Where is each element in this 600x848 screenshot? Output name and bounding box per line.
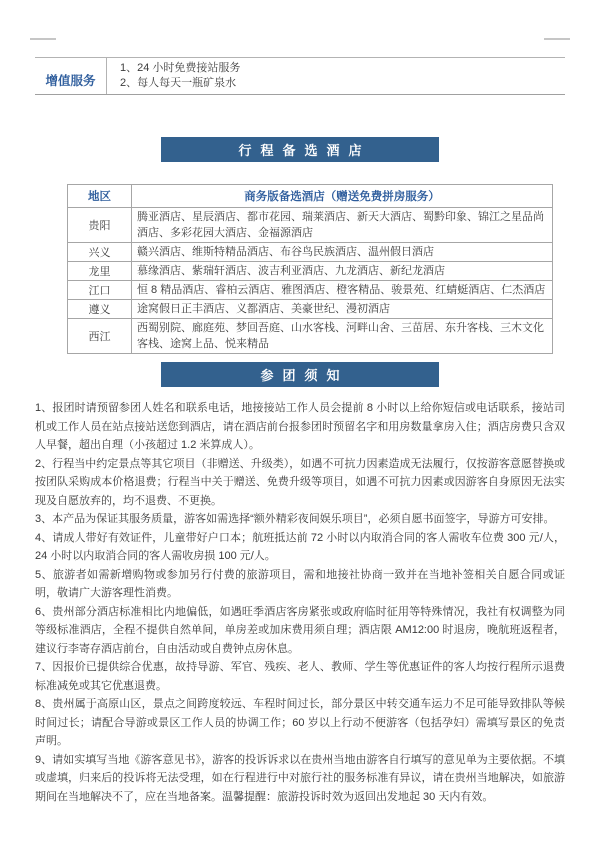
top-left-rule	[30, 38, 56, 40]
region-cell: 贵阳	[68, 208, 132, 243]
hotels-cell: 恒 8 精品酒店、睿柏云酒店、雅图酒店、橙客精品、骏景苑、红蜻蜓酒店、仁杰酒店	[132, 281, 553, 300]
hotels-cell: 腾亚酒店、星辰酒店、都市花园、瑞莱酒店、新天大酒店、蜀黔印象、锦江之星品尚酒店、多彩花园大酒店、金福源酒店	[132, 208, 553, 243]
top-right-rule	[544, 38, 570, 40]
table-row	[68, 319, 553, 354]
hotels-column-header: 商务版备选酒店（赠送免费拼房服务）	[132, 185, 553, 208]
hotel-table-body	[68, 208, 553, 354]
hotels-cell: 赣兴酒店、维斯特精品酒店、布谷鸟民族酒店、温州假日酒店	[132, 243, 553, 262]
region-cell: 江口	[68, 281, 132, 300]
notice-item: 9、请如实填写当地《游客意见书》，游客的投诉诉求以在贵州当地由游客自行填写的意见单为主要依据。不填或虚填，归来后的投诉将无法受理，如在行程进行中对旅行社的服务标准有异议，请在贵州当地解决，如旅游期间在当地解决不了，应在当地备案。温馨提醒：旅游投诉时效为返回出发地起 30 天内有效。	[35, 753, 565, 803]
hotel-table-header	[68, 185, 553, 208]
table-row	[68, 208, 553, 243]
hotels-cell: 途窝假日正丰酒店、义都酒店、美豪世纪、漫初酒店	[132, 300, 553, 319]
notice-item: 5、旅游者如需新增购物或参加另行付费的旅游项目，需和地接社协商一致并在当地补签相关自愿合同或证明，敬请广大游客理性消费。	[35, 568, 565, 599]
region-cell: 兴义	[68, 243, 132, 262]
notice-item: 7、因报价已提供综合优惠，故持导游、军官、残疾、老人、教师、学生等优惠证件的客人均按行程所示退费标准减免或其它优惠退费。	[35, 661, 565, 692]
notice-item: 6、贵州部分酒店标准相比内地偏低，如遇旺季酒店客房紧张或政府临时征用等特殊情况，我社有权调整为同等级标准酒店，全程不提供自然单间，单房差或加床费用须自理；酒店限 AM12:00 时退房，晚航班返程者，建议行李寄存酒店前台，自由活动或自费钟点房休息。	[35, 605, 565, 655]
value-added-services-row	[35, 57, 565, 95]
value-added-items	[107, 58, 565, 94]
hotels-cell: 慕缘酒店、紫瑞轩酒店、波吉利亚酒店、九龙酒店、新纪龙酒店	[132, 262, 553, 281]
value-added-label: 增值服务	[45, 74, 96, 88]
notice-section-title: 参团须知	[260, 368, 349, 383]
value-added-item: 2、每人每天一瓶矿泉水	[120, 77, 237, 89]
notice-list	[35, 399, 565, 806]
table-row	[68, 243, 553, 262]
region-cell: 龙里	[68, 262, 132, 281]
table-row	[68, 300, 553, 319]
region-cell: 西江	[68, 319, 132, 354]
hotels-cell: 西蜀别院、廊庭苑、梦回吾庭、山水客栈、河畔山舍、三苗居、东升客栈、三木文化客栈、途窝上品、悦来精品	[132, 319, 553, 354]
value-added-label-cell	[35, 58, 107, 94]
region-cell: 遵义	[68, 300, 132, 319]
table-row	[68, 262, 553, 281]
hotel-section-title: 行程备选酒店	[238, 143, 371, 158]
notice-item: 1、报团时请预留参团人姓名和联系电话，地接接站工作人员会提前 8 小时以上给你短信或电话联系，接站司机或工作人员在站点接站送您到酒店，请在酒店前台报参团时预留名字和用房数量拿房入住；酒店房费只含双人早餐，超出自理（小孩超过 1.2 米算成人）。	[35, 402, 565, 451]
value-added-item: 1、24 小时免费接站服务	[120, 62, 241, 74]
hotel-section-banner	[161, 137, 439, 162]
notice-item: 3、本产品为保证其服务质量，游客如需选择“额外精彩夜间娱乐项目”，必须自愿书面签字，导游方可安排。	[35, 513, 555, 525]
notice-item: 8、贵州属于高原山区，景点之间跨度较远、车程时间过长，部分景区中转交通车运力不足可能导致排队等候时间过长；请配合导游或景区工作人员的协调工作；60 岁以上行动不便游客（包括孕妇）需填写景区的免责声明。	[35, 698, 565, 747]
notice-item: 4、请成人带好有效证件，儿童带好户口本；航班抵达前 72 小时以内取消合同的客人需收车位费 300 元/人，24 小时以内取消合同的客人需收房损 100 元/人。	[35, 531, 565, 562]
notice-item: 2、行程当中约定景点等其它项目（非赠送、升级类），如遇不可抗力因素造成无法履行，仅按游客意愿替换或按团队采购成本价格退费；行程当中关于赠送、免费升级等项目，如遇不可抗力因素或因游客自身原因无法实现及自愿放弃的，均不退费、不更换。	[35, 457, 565, 507]
notice-section-banner	[161, 362, 439, 387]
region-column-header: 地区	[68, 185, 132, 208]
table-row	[68, 281, 553, 300]
hotel-table	[67, 184, 553, 354]
header-row	[68, 185, 553, 208]
